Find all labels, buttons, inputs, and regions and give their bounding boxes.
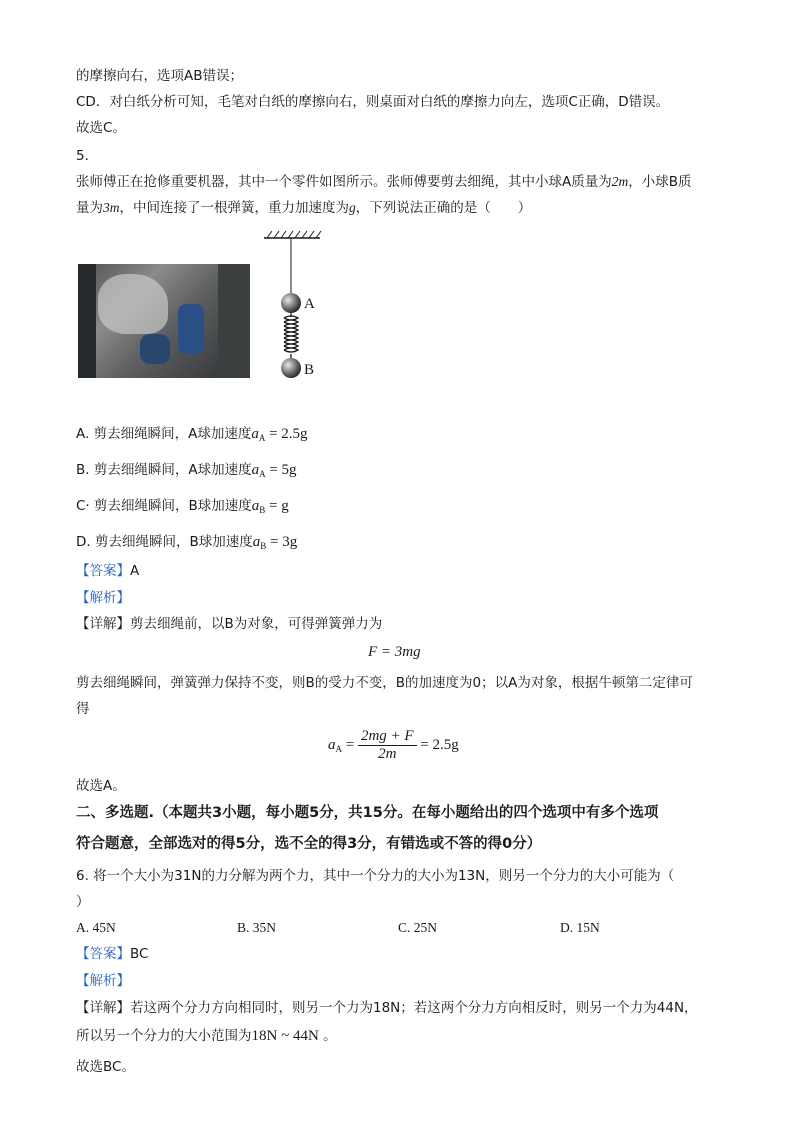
label-a: A xyxy=(304,296,315,312)
formula-acceleration-a xyxy=(328,728,459,763)
option-text: D. 剪去细绳瞬间，B球加速度 xyxy=(76,534,253,550)
accel-value: = 5g xyxy=(265,462,297,478)
section-heading-line-1: 二、多选题.（本题共3小题，每小题5分，共15分。在每小题给出的四个选项中有多个选项 xyxy=(76,805,659,821)
photo-worker xyxy=(140,334,170,364)
formula-result: = 2.5g xyxy=(420,736,459,753)
detail-text: 所以另一个分力的大小范围为 xyxy=(76,1028,252,1044)
accel-symbol: a xyxy=(251,426,259,442)
detail-line-3: 得 xyxy=(76,701,90,717)
force-range: 18N ~ 44N xyxy=(251,1028,319,1044)
formula-spring-force: F = 3mg xyxy=(368,644,421,660)
detail-text: 若这两个分力方向相同时，则另一个力为18N；若这两个分力方向相反时，则另一个力为44N， xyxy=(130,1000,698,1016)
ball-a xyxy=(281,293,301,313)
option-formula xyxy=(251,426,307,442)
option-text: B. 剪去细绳瞬间，A球加速度 xyxy=(76,462,252,478)
section-heading-line-2: 符合题意，全部选对的得5分，选不全的得3分，有错选或不答的得0分） xyxy=(76,836,542,852)
option-formula xyxy=(253,534,297,550)
answer-line xyxy=(76,561,139,581)
q6-analysis-tag: 【解析】 xyxy=(76,973,130,989)
photo-shadow xyxy=(78,264,96,378)
analysis-tag: 【解析】 xyxy=(76,590,130,606)
accel-subscript: A xyxy=(335,743,342,754)
question-6-stem-line-1: 6. 将一个大小为31N的力分解为两个力，其中一个分力的大小为13N，则另一个分力的大小可能为（ xyxy=(76,868,675,884)
photo-worker xyxy=(178,304,204,354)
accel-symbol: a xyxy=(252,534,261,550)
accel-subscript: B xyxy=(260,541,267,551)
fraction-numerator: 2mg + F xyxy=(358,728,417,746)
accel-value: = g xyxy=(265,498,289,514)
stem-text: 张师傅正在抢修重要机器，其中一个零件如图所示。张师傅要剪去细绳，其中小球A质量为 xyxy=(76,174,612,190)
repair-photo xyxy=(78,264,250,378)
question-5-stem-line-2 xyxy=(76,198,531,218)
answer-value: BC xyxy=(130,946,149,962)
photo-wall xyxy=(218,264,250,378)
conclusion-5: 故选A。 xyxy=(76,778,126,794)
accel-symbol: a xyxy=(251,462,260,478)
gravity-g: g xyxy=(349,200,356,215)
q6-detail-line-1 xyxy=(76,998,698,1018)
accel-subscript: A xyxy=(258,433,266,443)
stem-text: ，下列说法正确的是（ ） xyxy=(355,200,532,216)
intro-line-3: 故选C。 xyxy=(76,120,126,136)
accel-symbol: a xyxy=(328,736,336,753)
option-c xyxy=(76,496,289,517)
intro-line-2: CD．对白纸分析可知，毛笔对白纸的摩擦向右，则桌面对白纸的摩擦力向左，选项C正确，D错误。 xyxy=(76,94,670,110)
option-text: A. 剪去细绳瞬间，A球加速度 xyxy=(76,426,252,442)
option-formula xyxy=(252,462,297,478)
answer-value: A xyxy=(130,563,140,579)
q6-option-c: C. 25N xyxy=(398,920,438,935)
option-d xyxy=(76,532,297,553)
fraction xyxy=(358,728,417,763)
detail-end: 。 xyxy=(318,1028,337,1044)
accel-symbol: a xyxy=(251,498,260,514)
accel-value: = 2.5g xyxy=(265,426,308,442)
option-a xyxy=(76,424,308,445)
question-6-stem-line-2: ） xyxy=(76,894,90,910)
answer-tag: 【答案】 xyxy=(76,946,130,962)
detail-line-1 xyxy=(76,614,382,634)
ceiling-hatch xyxy=(267,231,321,238)
q6-option-b: B. 35N xyxy=(237,920,277,935)
stem-text: ，中间连接了一根弹簧，重力加速度为 xyxy=(119,200,349,216)
option-b xyxy=(76,460,297,481)
accel-value: = 3g xyxy=(266,534,298,550)
option-formula xyxy=(252,498,289,514)
detail-text: 剪去细绳前，以B为对象，可得弹簧弹力为 xyxy=(130,616,383,632)
spring xyxy=(284,313,298,359)
detail-line-2: 剪去细绳瞬间，弹簧弹力保持不变，则B的受力不变，B的加速度为0；以A为对象，根据牛顿第二定律可 xyxy=(76,675,693,691)
intro-line-1: 的摩擦向右，选项AB错误； xyxy=(76,68,243,84)
q6-option-a: A. 45N xyxy=(76,920,116,935)
answer-tag: 【答案】 xyxy=(76,563,130,579)
fraction-denominator: 2m xyxy=(378,746,397,762)
detail-tag: 【详解】 xyxy=(76,1000,130,1016)
photo-machine xyxy=(98,274,168,334)
detail-tag: 【详解】 xyxy=(76,616,130,632)
q6-detail-line-2 xyxy=(76,1026,337,1046)
accel-subscript: A xyxy=(259,469,266,479)
stem-text: ，小球B质 xyxy=(628,174,692,190)
mass-a: 2m xyxy=(611,174,629,189)
option-text: C· 剪去细绳瞬间，B球加速度 xyxy=(76,498,252,514)
equals: = xyxy=(345,736,358,753)
spring-diagram xyxy=(258,228,338,384)
q6-answer-line xyxy=(76,944,148,964)
accel-subscript: B xyxy=(259,505,266,515)
question-5-stem-line-1 xyxy=(76,172,692,192)
stem-text: 量为 xyxy=(76,200,103,216)
ball-b xyxy=(281,358,301,378)
conclusion-6: 故选BC。 xyxy=(76,1059,135,1075)
q6-option-d: D. 15N xyxy=(560,920,600,935)
mass-b: 3m xyxy=(103,200,120,215)
label-b: B xyxy=(304,362,315,378)
question-5-number: 5. xyxy=(76,148,89,164)
